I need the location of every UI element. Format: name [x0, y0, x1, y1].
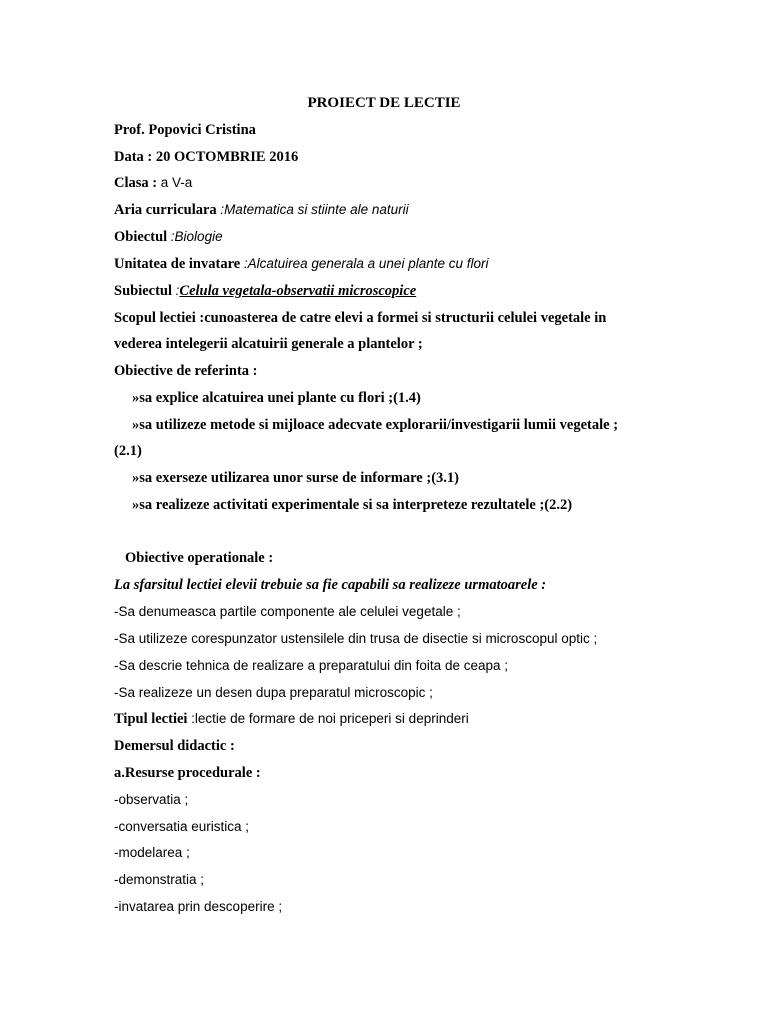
learning-unit-label: Unitatea de invatare — [114, 256, 244, 272]
curricular-area-value: :Matematica si stiinte ale naturii — [220, 202, 409, 217]
operational-objective-item: -Sa denumeasca partile componente ale celulei vegetale ; — [114, 604, 461, 619]
operational-objective-item: -Sa utilizeze corespunzator ustensilele din trusa de disectie si microscopul optic ; — [114, 631, 598, 646]
topic-value: Celula vegetala-observatii microscopice — [179, 283, 417, 299]
curricular-area-label: Aria curriculara — [114, 202, 221, 218]
procedural-resource-item: -observatia ; — [114, 792, 189, 807]
subject-label: Obiectul — [114, 229, 171, 245]
reference-objective-item: »sa exerseze utilizarea unor surse de informare ;(3.1) — [132, 470, 459, 486]
reference-objective-item: »sa utilizeze metode si mijloace adecvate explorarii/investigarii lumii vegetale ; — [132, 417, 619, 433]
lesson-type-label: Tipul lectiei — [114, 711, 192, 727]
didactic-approach-heading: Demersul didactic : — [114, 738, 235, 754]
topic-colon: : — [175, 283, 180, 298]
class-value: a V-a — [160, 175, 193, 190]
date-line: Data : 20 OCTOMBRIE 2016 — [114, 149, 299, 165]
reference-objectives-heading: Obiective de referinta : — [114, 363, 258, 379]
lesson-type-line — [114, 709, 469, 729]
procedural-resource-item: -demonstratia ; — [114, 872, 205, 887]
document-title: PROIECT DE LECTIE — [307, 95, 461, 111]
lesson-scope-line-2: vederea intelegerii alcatuirii generale a plantelor ; — [114, 336, 423, 352]
topic-label: Subiectul — [114, 283, 176, 299]
learning-unit-line — [114, 254, 488, 274]
curricular-area-line — [114, 200, 409, 220]
reference-objective-item-continuation: (2.1) — [114, 443, 142, 459]
lesson-scope-line-1: Scopul lectiei :cunoasterea de catre elevi a formei si structurii celulei vegetale in — [114, 310, 607, 326]
class-label: Clasa : — [114, 175, 161, 191]
operational-objectives-intro: La sfarsitul lectiei elevii trebuie sa fie capabili sa realizeze urmatoarele : — [114, 577, 547, 593]
author-line: Prof. Popovici Cristina — [114, 122, 256, 138]
learning-unit-value: :Alcatuirea generala a unei plante cu flori — [243, 256, 489, 271]
operational-objectives-heading: Obiective operationale : — [125, 550, 274, 566]
subject-line — [114, 227, 223, 247]
reference-objective-item: »sa realizeze activitati experimentale si sa interpreteze rezultatele ;(2.2) — [132, 497, 573, 513]
lesson-type-value: :lectie de formare de noi priceperi si deprinderi — [191, 711, 469, 726]
procedural-resource-item: -modelarea ; — [114, 845, 190, 860]
reference-objective-item: »sa explice alcatuirea unei plante cu flori ;(1.4) — [132, 390, 421, 406]
operational-objective-item: -Sa descrie tehnica de realizare a preparatului din foita de ceapa ; — [114, 658, 508, 673]
procedural-resources-heading: a.Resurse procedurale : — [114, 765, 261, 781]
operational-objective-item: -Sa realizeze un desen dupa preparatul microscopic ; — [114, 685, 433, 700]
subject-value: :Biologie — [170, 229, 223, 244]
topic-line — [114, 281, 416, 301]
procedural-resource-item: -conversatia euristica ; — [114, 819, 250, 834]
class-line — [114, 173, 192, 193]
procedural-resource-item: -invatarea prin descoperire ; — [114, 899, 283, 914]
